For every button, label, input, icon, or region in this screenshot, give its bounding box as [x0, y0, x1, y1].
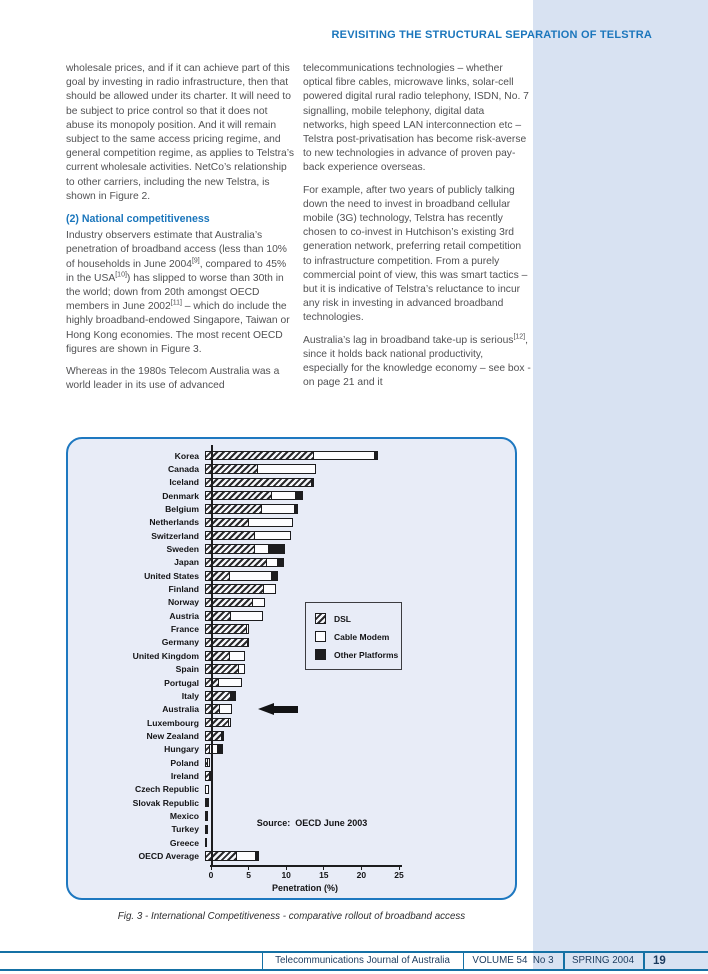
- chart-row-germany: [68, 636, 515, 649]
- bar-segment-other: [230, 691, 235, 701]
- arrow-shaft: [274, 706, 298, 713]
- running-title: REVISITING THE STRUCTURAL SEPARATION OF TELSTRA: [331, 29, 652, 41]
- bar-segment-cable: [238, 664, 246, 674]
- bar-segment-dsl: [205, 531, 255, 541]
- bar-segment-dsl: [205, 731, 222, 741]
- category-label: Denmark: [162, 490, 199, 501]
- category-label: Luxembourg: [146, 717, 199, 728]
- bar-segment-cable: [263, 584, 277, 594]
- footer-rule-bottom: [0, 969, 708, 972]
- chart-row-spain: [68, 663, 515, 676]
- bar-track: [205, 743, 223, 756]
- footer-season: SPRING 2004: [571, 955, 635, 967]
- chart-row-united-states: [68, 569, 515, 582]
- chart-row-luxembourg: [68, 716, 515, 729]
- bar-track: [205, 449, 378, 462]
- bar-segment-cable: [248, 518, 292, 528]
- legend-label: Other Platforms: [334, 649, 399, 660]
- bar-segment-cable: [252, 598, 265, 608]
- bar-track: [205, 476, 314, 489]
- category-label: Germany: [161, 637, 199, 648]
- chart-row-hungary: [68, 743, 515, 756]
- chart-row-japan: [68, 556, 515, 569]
- category-label: OECD Average: [138, 850, 199, 861]
- bar-segment-other: [271, 571, 279, 581]
- bar-track: [205, 542, 285, 555]
- bar-segment-dsl: [205, 451, 314, 461]
- bar-segment-cable: [246, 624, 249, 634]
- x-tick-label: 5: [246, 870, 251, 880]
- chart-row-greece: [68, 836, 515, 849]
- category-label: Finland: [168, 584, 199, 595]
- bar-track: [205, 556, 284, 569]
- x-tick-label: 10: [281, 870, 291, 880]
- chart-row-denmark: [68, 489, 515, 502]
- bar-segment-cable: [261, 504, 295, 514]
- category-label: Australia: [162, 704, 199, 715]
- category-label: Greece: [169, 837, 199, 848]
- chart-row-canada: [68, 462, 515, 475]
- category-label: Korea: [174, 450, 199, 461]
- legend-entry-cable: [315, 631, 397, 642]
- bar-segment-other: [206, 825, 208, 835]
- bar-track: [205, 489, 303, 502]
- category-label: Belgium: [165, 504, 199, 515]
- chart-row-netherlands: [68, 516, 515, 529]
- bar-segment-dsl: [205, 571, 230, 581]
- category-label: Austria: [169, 610, 199, 621]
- paragraph: For example, after two years of publicly talking down the need to invest in broadband cellular mobile (3G) technology, Telstra has recently chosen to co-invest in Hutchison’s existing 3rd generation network, preferring retail competition to infrastructure competition. From a purely commercial point of view, this was smart tactics – but it is indicative of Telstra’s reluctance to incur any risk in investing in advanced broadband technologies.: [303, 184, 528, 324]
- category-label: Spain: [175, 664, 199, 675]
- chart-row-france: [68, 622, 515, 635]
- bar-segment-dsl: [205, 504, 262, 514]
- x-tick-label: 25: [394, 870, 404, 880]
- bar-segment-cable: [257, 464, 316, 474]
- bar-segment-cable: [254, 531, 291, 541]
- chart-row-norway: [68, 596, 515, 609]
- sidebar-band: [533, 0, 708, 970]
- bar-track: [205, 769, 211, 782]
- australia-pointer-arrow: [258, 703, 298, 716]
- paragraph: telecommunications technologies – whether optical fibre cables, microwave links, solar-cell powered digital rural radio telephony, ISDN, No. 7 signalling, mobile telephony, digital data networks, high speed LAN interconnection etc – Telstra post-privatisation has become risk-averse to new technologies in advance of proven pay-back experience overseas.: [303, 63, 529, 174]
- bar-track: [205, 796, 209, 809]
- category-label: United Kingdom: [132, 650, 199, 661]
- bar-segment-cable: [219, 704, 232, 714]
- bar-segment-other: [206, 811, 208, 821]
- bar-segment-dsl: [205, 851, 237, 861]
- category-label: Canada: [167, 464, 199, 475]
- bar-segment-dsl: [205, 544, 255, 554]
- category-label: France: [170, 624, 199, 635]
- x-tick-label: 20: [356, 870, 367, 880]
- legend-label: DSL: [334, 613, 351, 624]
- bar-track: [205, 462, 316, 475]
- chart-row-austria: [68, 609, 515, 622]
- bar-track: [205, 849, 259, 862]
- footer-page-number: 19: [653, 954, 666, 967]
- chart-row-slovak-republic: [68, 796, 515, 809]
- section-heading: (2) National competitiveness: [66, 213, 210, 226]
- source-note: Source: OECD June 2003: [256, 818, 368, 828]
- bar-segment-cable: [229, 651, 246, 661]
- x-axis-label: Penetration (%): [271, 883, 338, 893]
- paragraph: wholesale prices, and if it can achieve part of this goal by investing in radio infrastructure, then that should be allowed under its charter. It will need to be subject to price control so that it does not abuse its monopoly position. And it will remain subject to the same access pricing regime, and general competition regime, as applies to Telstra’s current wholesale activities. NetCo’s relationship to other carriers, including the new Telstra, is shown in Figure 2.: [66, 63, 294, 202]
- chart-row-italy: [68, 689, 515, 702]
- chart-row-sweden: [68, 542, 515, 555]
- category-label: Turkey: [171, 824, 199, 835]
- bar-segment-dsl: [205, 491, 272, 501]
- legend-swatch-icon: [315, 631, 326, 642]
- bar-segment-dsl: [205, 718, 229, 728]
- category-label: Netherlands: [149, 517, 199, 528]
- bar-track: [205, 809, 208, 822]
- bar-segment-cable: [229, 571, 272, 581]
- bar-track: [205, 836, 207, 849]
- paragraph: Industry observers estimate that Australia’s penetration of broadband access (less than 10% of households in June 2004[9], compared to 45% in the USA[10]) has slipped to worse than 30th in the world; down from 20th amongst OECD members in June 2002[11] – which do include the highly broadband-endowed Singapore, Taiwan or Hong Kong economies. The most recent OECD figures are shown in Figure 3.: [66, 230, 290, 355]
- legend-swatch-icon: [315, 649, 326, 660]
- chart-row-united-kingdom: [68, 649, 515, 662]
- bar-track: [205, 729, 224, 742]
- bar-segment-other: [294, 504, 299, 514]
- left-column: [66, 62, 294, 401]
- bar-segment-dsl: [205, 558, 267, 568]
- category-label: Hungary: [164, 744, 199, 755]
- bar-segment-cable: [254, 544, 269, 554]
- category-label: Czech Republic: [135, 784, 199, 795]
- bar-segment-cable: [228, 718, 231, 728]
- chart-row-switzerland: [68, 529, 515, 542]
- category-label: Switzerland: [151, 530, 199, 541]
- bar-segment-dsl: [205, 611, 231, 621]
- paragraph: Whereas in the 1980s Telecom Australia was a world leader in its use of advanced: [66, 366, 280, 392]
- bar-segment-other: [205, 798, 209, 808]
- bar-segment-other: [255, 851, 259, 861]
- chart-row-belgium: [68, 502, 515, 515]
- category-label: Japan: [174, 557, 199, 568]
- bar-segment-other: [247, 638, 249, 648]
- category-label: Mexico: [169, 810, 199, 821]
- legend-entry-other: [315, 649, 397, 660]
- bar-segment-other: [277, 558, 285, 568]
- legend-swatch-icon: [315, 613, 326, 624]
- chart-row-iceland: [68, 476, 515, 489]
- category-label: Sweden: [166, 544, 199, 555]
- bar-segment-other: [268, 544, 285, 554]
- bar-segment-cable: [205, 785, 209, 795]
- footer-journal-name: Telecommunications Journal of Australia: [275, 955, 450, 967]
- article-body: [66, 62, 532, 401]
- bar-segment-other: [374, 451, 379, 461]
- y-axis-line: [211, 445, 213, 866]
- legend-label: Cable Modem: [334, 631, 390, 642]
- footer-volume: VOLUME 54 No 3: [472, 955, 554, 967]
- bar-segment-cable: [218, 678, 241, 688]
- category-label: United States: [144, 570, 199, 581]
- category-label: Italy: [181, 690, 199, 701]
- chart-row-portugal: [68, 676, 515, 689]
- chart-row-czech-republic: [68, 783, 515, 796]
- bar-track: [205, 582, 276, 595]
- x-axis-line: [210, 865, 402, 867]
- bar-track: [205, 823, 208, 836]
- category-label: Slovak Republic: [132, 797, 199, 808]
- arrow-head-icon: [258, 703, 274, 715]
- figure-caption: Fig. 3 - International Competitiveness - comparative rollout of broadband access: [117, 911, 466, 922]
- bar-segment-dsl: [205, 478, 312, 488]
- bar-segment-cable: [271, 491, 296, 501]
- chart-row-poland: [68, 756, 515, 769]
- bar-segment-cable: [207, 758, 210, 768]
- bar-track: [205, 529, 291, 542]
- x-tick-label: 0: [208, 870, 214, 880]
- right-column: [303, 62, 531, 401]
- category-label: Norway: [167, 597, 199, 608]
- bar-track: [205, 703, 232, 716]
- bar-track: [205, 756, 210, 769]
- bar-track: [205, 569, 278, 582]
- bar-track: [205, 783, 209, 796]
- footer-separator: [463, 953, 465, 969]
- bar-segment-dsl: [205, 464, 258, 474]
- bar-track: [205, 502, 298, 515]
- category-label: New Zealand: [146, 730, 199, 741]
- bar-segment-other: [311, 478, 314, 488]
- footer-separator: [262, 953, 264, 969]
- bar-segment-other: [295, 491, 303, 501]
- bar-segment-dsl: [205, 584, 264, 594]
- bar-track: [205, 609, 263, 622]
- x-tick-label: 15: [319, 870, 329, 880]
- bar-track: [205, 516, 293, 529]
- category-label: Iceland: [169, 477, 199, 488]
- bar-segment-cable: [230, 611, 264, 621]
- bar-segment-cable: [236, 851, 256, 861]
- chart-row-finland: [68, 582, 515, 595]
- bar-track: [205, 689, 236, 702]
- category-label: Portugal: [164, 677, 199, 688]
- bar-segment-other: [205, 838, 207, 848]
- figure3-chart-panel: [66, 437, 517, 900]
- bar-segment-other: [221, 731, 225, 741]
- bar-segment-cable: [313, 451, 375, 461]
- chart-row-ireland: [68, 769, 515, 782]
- chart-legend: [305, 602, 402, 670]
- chart-row-korea: [68, 449, 515, 462]
- category-label: Poland: [170, 757, 199, 768]
- bar-segment-dsl: [205, 651, 230, 661]
- bar-segment-other: [217, 744, 223, 754]
- bar-track: [205, 716, 231, 729]
- chart-row-oecd-average: [68, 849, 515, 862]
- bar-segment-dsl: [205, 691, 231, 701]
- paragraph: Australia’s lag in broadband take-up is serious[12], since it holds back national productivity, especially for the knowledge economy – see box - on page 21 and it: [303, 333, 531, 389]
- bar-track: [205, 596, 265, 609]
- category-label: Ireland: [170, 770, 199, 781]
- legend-entry-dsl: [315, 613, 397, 624]
- bar-segment-dsl: [205, 704, 220, 714]
- chart-row-new-zealand: [68, 729, 515, 742]
- chart-rows: [68, 449, 515, 863]
